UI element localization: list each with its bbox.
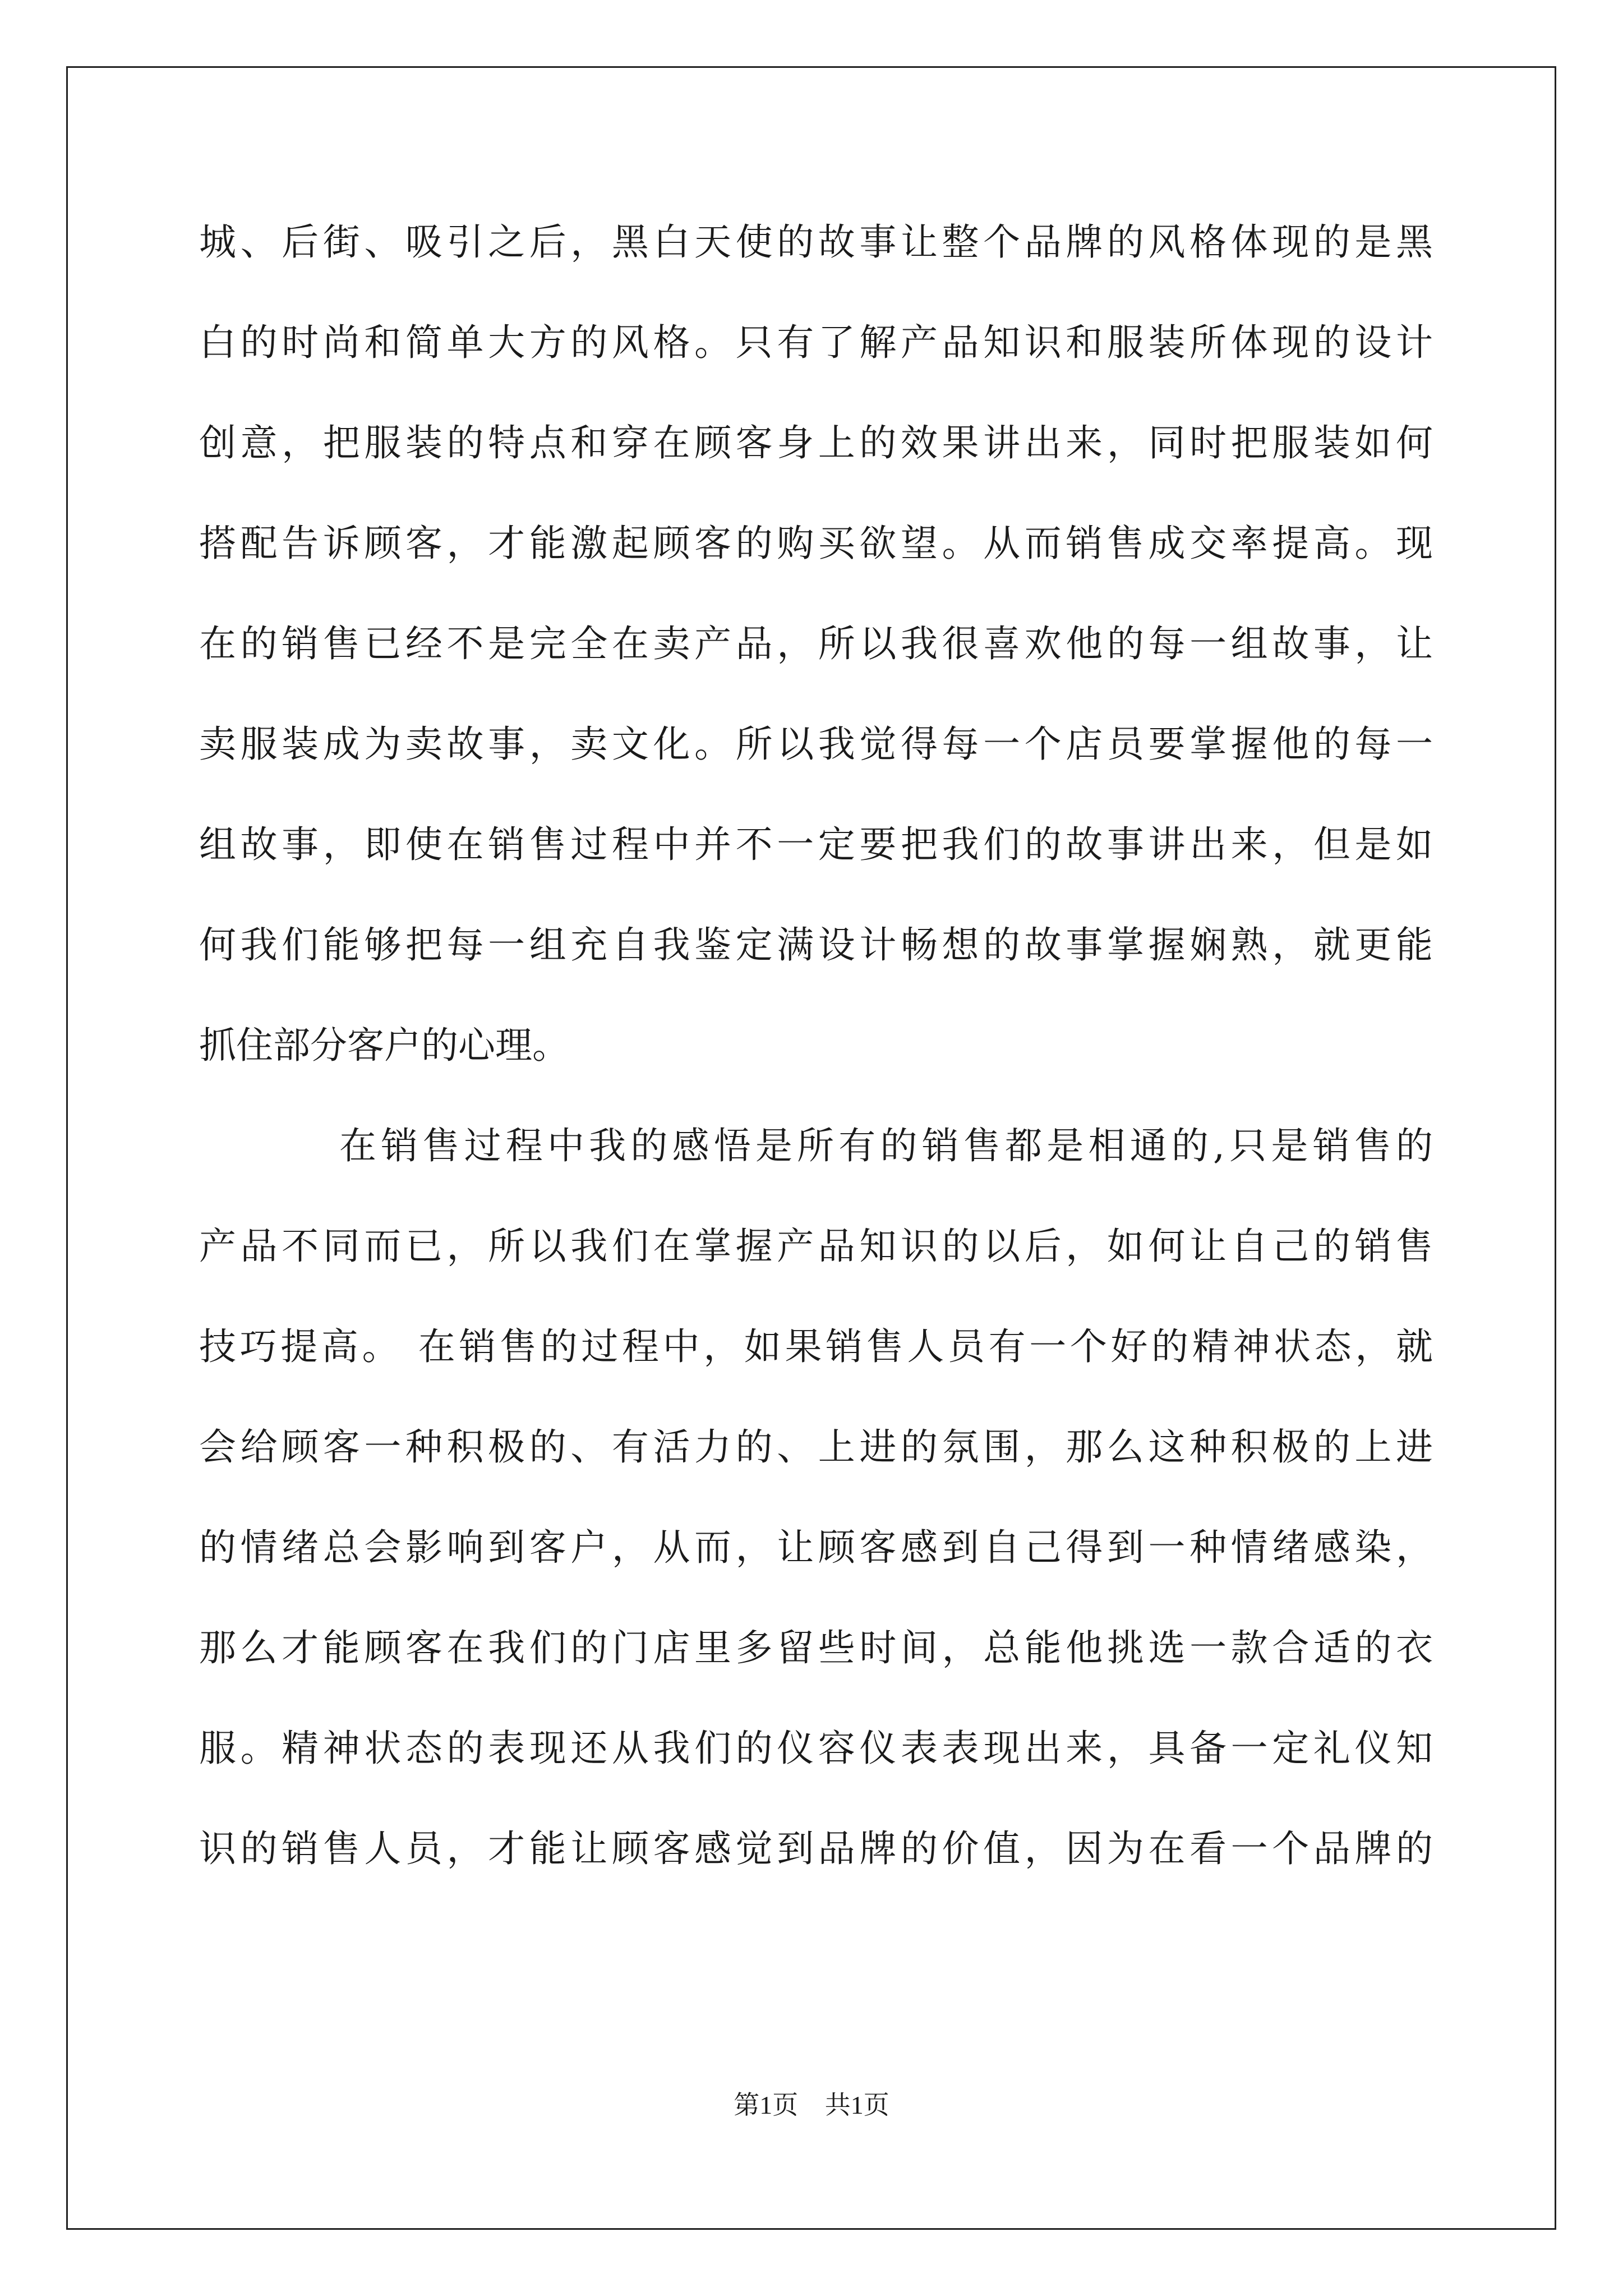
- text-line-13: 会给顾客一种积极的、有活力的、上进的氛围，那么这种积极的上进: [199, 1425, 1437, 1469]
- text-line-9: 抓住部分客户的心理。: [199, 1024, 569, 1067]
- text-line-6: 卖服装成为卖故事，卖文化。所以我觉得每一个店员要掌握他的每一: [199, 723, 1437, 766]
- page-footer: [0, 2088, 1623, 2122]
- text-line-12: 技巧提高。 在销售的过程中，如果销售人员有一个好的精神状态，就: [199, 1325, 1437, 1368]
- text-line-7: 组故事，即使在销售过程中并不一定要把我们的故事讲出来，但是如: [199, 823, 1437, 866]
- text-line-16: 服。精神状态的表现还从我们的仪容仪表表现出来，具备一定礼仪知: [199, 1727, 1437, 1770]
- text-line-15: 那么才能顾客在我们的门店里多留些时间，总能他挑选一款合适的衣: [199, 1626, 1437, 1669]
- text-line-1: 城、后街、吸引之后，黑白天使的故事让整个品牌的风格体现的是黑: [199, 220, 1437, 264]
- text-line-8: 何我们能够把每一组充自我鉴定满设计畅想的故事掌握娴熟，就更能: [199, 923, 1437, 967]
- text-line-10: 在销售过程中我的感悟是所有的销售都是相通的,只是销售的: [339, 1124, 1438, 1167]
- page-number: 第1页: [734, 2091, 799, 2119]
- text-line-17: 识的销售人员，才能让顾客感觉到品牌的价值，因为在看一个品牌的: [199, 1827, 1437, 1870]
- text-line-4: 搭配告诉顾客，才能激起顾客的购买欲望。从而销售成交率提高。现: [199, 522, 1437, 565]
- text-line-2: 白的时尚和简单大方的风格。只有了解产品知识和服装所体现的设计: [199, 321, 1437, 364]
- text-line-3: 创意，把服装的特点和穿在顾客身上的效果讲出来，同时把服装如何: [199, 421, 1437, 464]
- text-line-5: 在的销售已经不是完全在卖产品，所以我很喜欢他的每一组故事，让: [199, 622, 1437, 665]
- page-total: 共1页: [824, 2091, 889, 2119]
- text-line-14: 的情绪总会影响到客户，从而，让顾客感到自己得到一种情绪感染，: [199, 1526, 1437, 1569]
- text-line-11: 产品不同而已，所以我们在掌握产品知识的以后，如何让自己的销售: [199, 1225, 1437, 1268]
